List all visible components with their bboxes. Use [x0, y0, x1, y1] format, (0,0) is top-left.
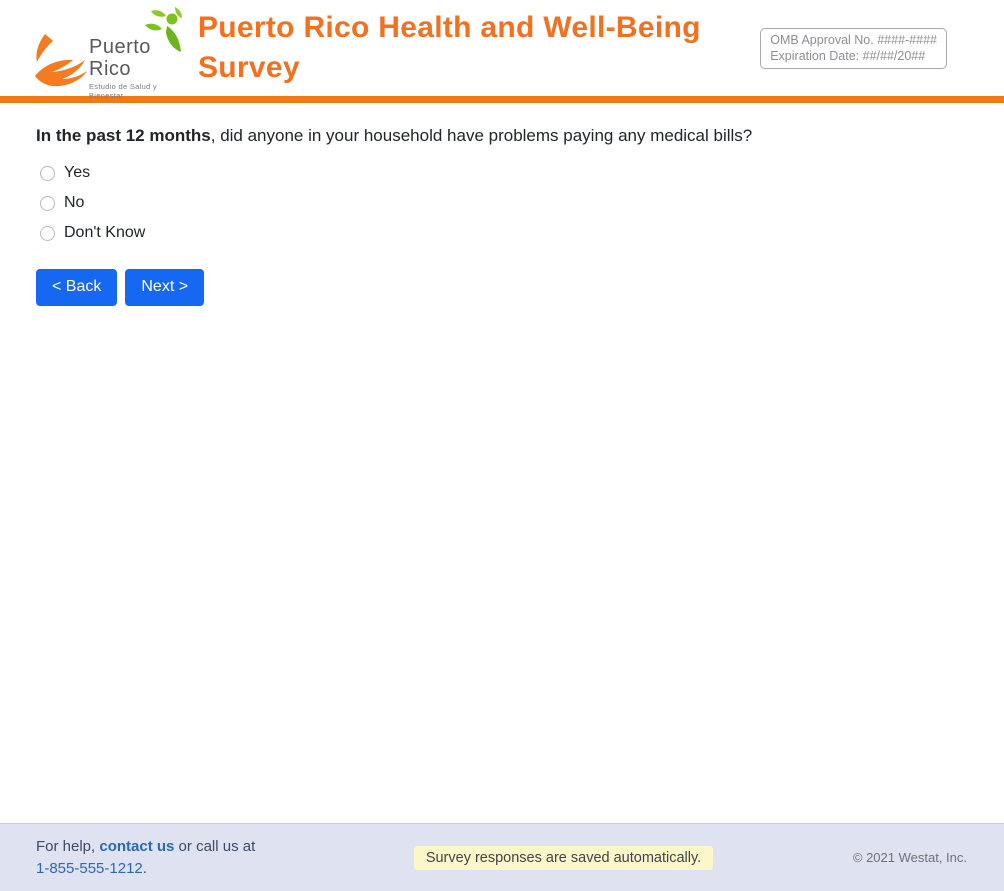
header: [0, 0, 1004, 100]
radio-option-yes[interactable]: [36, 158, 90, 188]
omb-expiration-date: Expiration Date: ##/##/20##: [770, 48, 926, 63]
back-button[interactable]: < Back: [36, 269, 117, 306]
radio-option-label: Don't Know: [64, 224, 146, 241]
radio-option-dont-know[interactable]: [36, 218, 145, 248]
help-middle: or call us at: [174, 837, 256, 855]
footer: [0, 823, 1004, 891]
main-content: [0, 103, 1004, 823]
question-rest: , did anyone in your household have problems paying any medical bills?: [210, 126, 753, 145]
page-title: Puerto Rico Health and Well-Being Survey: [198, 11, 701, 84]
navigation-buttons: [36, 269, 968, 306]
omb-approval-number: OMB Approval No. ####-####: [770, 32, 937, 47]
next-button[interactable]: Next >: [125, 269, 204, 306]
radio-option-no[interactable]: [36, 188, 84, 218]
answer-options: [36, 158, 968, 248]
help-prefix: For help,: [36, 837, 100, 855]
radio-icon[interactable]: [40, 196, 55, 211]
radio-option-label: Yes: [64, 164, 91, 181]
question-bold-part: In the past 12 months: [36, 126, 211, 145]
logo-tagline: Estudio de Salud y Bienestar: [89, 82, 157, 100]
copyright-text: © 2021 Westat, Inc.: [852, 850, 967, 865]
radio-icon[interactable]: [40, 166, 55, 181]
leaf-person-icon: [139, 6, 183, 58]
puerto-rico-logo: [35, 6, 185, 100]
phone-link[interactable]: 1-855-555-1212: [36, 859, 143, 877]
contact-us-link[interactable]: contact us: [99, 837, 175, 855]
radio-icon[interactable]: [40, 226, 55, 241]
autosave-notice: Survey responses are saved automatically.: [414, 846, 713, 870]
question-text: [36, 126, 968, 146]
help-suffix: .: [142, 859, 147, 877]
omb-approval-box: [760, 28, 947, 69]
radio-option-label: No: [64, 194, 85, 211]
hand-icon: [35, 32, 97, 90]
logo-brand: Puerto Rico: [89, 36, 151, 80]
footer-help-text: [36, 836, 352, 880]
